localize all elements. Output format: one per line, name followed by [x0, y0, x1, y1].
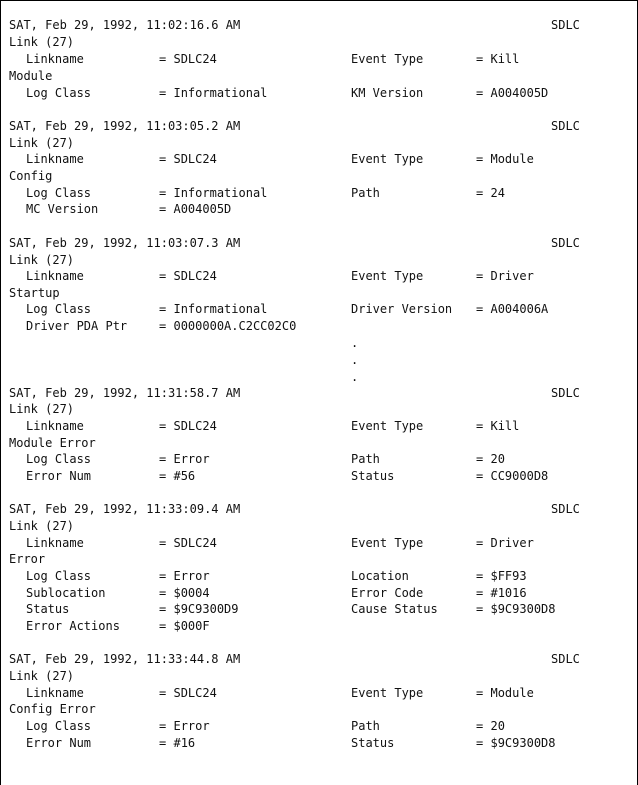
equals-sign: = [476, 602, 484, 616]
field-value [159, 718, 210, 734]
entry-timestamp: SAT, Feb 29, 1992, 11:02:16.6 AM [9, 18, 241, 32]
equals-sign: = [476, 536, 484, 550]
field-value [476, 568, 527, 584]
value-text: $9C9300D8 [490, 736, 556, 750]
field-label: MC Version [26, 202, 99, 216]
field-label: Log Class [26, 302, 92, 316]
entry-subsystem-tag: SDLC [551, 119, 580, 133]
field-value [476, 735, 556, 751]
equals-sign: = [476, 86, 484, 100]
equals-sign: = [476, 186, 484, 200]
field-label: Event Type [351, 52, 424, 66]
field-value [159, 151, 217, 167]
field-value [159, 468, 195, 484]
field-label: Linkname [26, 52, 84, 66]
field-label: Event Type [351, 269, 424, 283]
event-type-continuation: Module Error [9, 436, 96, 450]
field-value [476, 51, 519, 67]
entry-subsystem-tag: SDLC [551, 18, 580, 32]
value-text: Kill [490, 52, 520, 66]
field-value [476, 185, 505, 201]
field-label: Linkname [26, 152, 84, 166]
field-label: Log Class [26, 186, 92, 200]
value-text: 24 [490, 186, 505, 200]
field-value [159, 51, 217, 67]
field-label: Status [26, 602, 70, 616]
equals-sign: = [476, 419, 484, 433]
equals-sign: = [476, 52, 484, 66]
equals-sign: = [159, 52, 167, 66]
equals-sign: = [159, 152, 167, 166]
field-value [159, 451, 210, 467]
field-label: Log Class [26, 569, 92, 583]
value-text: Error [173, 719, 210, 733]
value-text: A004006A [490, 302, 549, 316]
field-value [476, 418, 519, 434]
field-value [476, 685, 534, 701]
equals-sign: = [476, 736, 484, 750]
value-text: $9C9300D9 [173, 602, 239, 616]
field-value [476, 535, 534, 551]
field-label: Event Type [351, 152, 424, 166]
value-text: 20 [490, 452, 505, 466]
equals-sign: = [159, 202, 167, 216]
equals-sign: = [476, 719, 484, 733]
field-value [476, 85, 548, 101]
value-text: Driver [490, 536, 534, 550]
equals-sign: = [476, 452, 484, 466]
equals-sign: = [159, 602, 167, 616]
field-value [159, 85, 267, 101]
entry-timestamp: SAT, Feb 29, 1992, 11:03:05.2 AM [9, 119, 241, 133]
value-text: SDLC24 [173, 686, 217, 700]
equals-sign: = [159, 302, 167, 316]
equals-sign: = [159, 319, 167, 333]
ellipsis-dot: . [351, 353, 359, 367]
value-text: #1016 [490, 586, 527, 600]
value-text: SDLC24 [173, 419, 217, 433]
equals-sign: = [159, 536, 167, 550]
equals-sign: = [476, 569, 484, 583]
equals-sign: = [476, 302, 484, 316]
entry-timestamp: SAT, Feb 29, 1992, 11:03:07.3 AM [9, 236, 241, 250]
field-label: Log Class [26, 86, 92, 100]
value-text: 0000000A.C2CC02C0 [173, 319, 297, 333]
value-text: Error [173, 569, 210, 583]
field-value [159, 535, 217, 551]
field-value [476, 451, 505, 467]
field-label: Log Class [26, 719, 92, 733]
field-label: Location [351, 569, 409, 583]
value-text: SDLC24 [173, 269, 217, 283]
value-text: Informational [173, 186, 268, 200]
value-text: Kill [490, 419, 520, 433]
field-value [159, 685, 217, 701]
entry-source: Link (27) [9, 519, 75, 533]
value-text: 20 [490, 719, 505, 733]
value-text: #56 [173, 469, 196, 483]
field-label: Status [351, 736, 395, 750]
value-text: Module [490, 686, 534, 700]
entry-source: Link (27) [9, 136, 75, 150]
entry-timestamp: SAT, Feb 29, 1992, 11:31:58.7 AM [9, 386, 241, 400]
value-text: #16 [173, 736, 196, 750]
equals-sign: = [159, 186, 167, 200]
field-value [159, 601, 239, 617]
field-label: Event Type [351, 536, 424, 550]
value-text: SDLC24 [173, 152, 217, 166]
field-value [476, 301, 548, 317]
field-label: Error Num [26, 736, 92, 750]
field-label: Driver PDA Ptr [26, 319, 128, 333]
equals-sign: = [159, 619, 167, 633]
value-text: Module [490, 152, 534, 166]
field-value [159, 185, 267, 201]
field-value [476, 151, 534, 167]
entry-subsystem-tag: SDLC [551, 386, 580, 400]
field-label: Status [351, 469, 395, 483]
field-label: Linkname [26, 686, 84, 700]
event-type-continuation: Startup [9, 286, 60, 300]
field-value [159, 568, 210, 584]
field-label: Event Type [351, 419, 424, 433]
equals-sign: = [159, 269, 167, 283]
entry-subsystem-tag: SDLC [551, 502, 580, 516]
entry-source: Link (27) [9, 669, 75, 683]
field-label: Error Num [26, 469, 92, 483]
value-text: $0004 [173, 586, 210, 600]
event-type-continuation: Error [9, 552, 46, 566]
entry-timestamp: SAT, Feb 29, 1992, 11:33:44.8 AM [9, 652, 241, 666]
field-label: Cause Status [351, 602, 438, 616]
field-value [476, 468, 548, 484]
field-value [476, 718, 505, 734]
value-text: CC9000D8 [490, 469, 549, 483]
value-text: A004005D [490, 86, 549, 100]
value-text: A004005D [173, 202, 232, 216]
field-label: Linkname [26, 419, 84, 433]
field-label: Linkname [26, 536, 84, 550]
field-label: Linkname [26, 269, 84, 283]
equals-sign: = [159, 569, 167, 583]
event-type-continuation: Config [9, 169, 53, 183]
field-label: KM Version [351, 86, 424, 100]
field-value [159, 301, 267, 317]
value-text: Informational [173, 86, 268, 100]
field-value [476, 268, 534, 284]
field-value [476, 585, 527, 601]
value-text: $000F [173, 619, 210, 633]
field-label: Log Class [26, 452, 92, 466]
equals-sign: = [476, 586, 484, 600]
field-label: Path [351, 186, 380, 200]
ellipsis-dot: . [351, 336, 359, 350]
entry-subsystem-tag: SDLC [551, 236, 580, 250]
field-label: Event Type [351, 686, 424, 700]
equals-sign: = [159, 686, 167, 700]
value-text: SDLC24 [173, 52, 217, 66]
field-label: Path [351, 452, 380, 466]
value-text: Error [173, 452, 210, 466]
field-label: Driver Version [351, 302, 453, 316]
value-text: $FF93 [490, 569, 527, 583]
entry-subsystem-tag: SDLC [551, 652, 580, 666]
entry-source: Link (27) [9, 35, 75, 49]
field-value [159, 735, 195, 751]
equals-sign: = [159, 452, 167, 466]
value-text: $9C9300D8 [490, 602, 556, 616]
equals-sign: = [159, 86, 167, 100]
value-text: SDLC24 [173, 536, 217, 550]
entry-timestamp: SAT, Feb 29, 1992, 11:33:09.4 AM [9, 502, 241, 516]
entry-source: Link (27) [9, 253, 75, 267]
field-value [159, 268, 217, 284]
ellipsis-dot: . [351, 370, 359, 384]
field-value [159, 585, 210, 601]
equals-sign: = [476, 469, 484, 483]
field-label: Sublocation [26, 586, 106, 600]
equals-sign: = [159, 419, 167, 433]
equals-sign: = [159, 469, 167, 483]
equals-sign: = [476, 686, 484, 700]
value-text: Informational [173, 302, 268, 316]
event-type-continuation: Config Error [9, 702, 96, 716]
field-label: Error Actions [26, 619, 120, 633]
field-label: Path [351, 719, 380, 733]
equals-sign: = [159, 719, 167, 733]
equals-sign: = [159, 736, 167, 750]
field-label: Error Code [351, 586, 424, 600]
field-value [476, 601, 556, 617]
equals-sign: = [159, 586, 167, 600]
field-value [159, 618, 210, 634]
field-value [159, 318, 296, 334]
value-text: Driver [490, 269, 534, 283]
event-type-continuation: Module [9, 69, 53, 83]
equals-sign: = [476, 152, 484, 166]
field-value [159, 418, 217, 434]
equals-sign: = [476, 269, 484, 283]
entry-source: Link (27) [9, 402, 75, 416]
field-value [159, 201, 231, 217]
